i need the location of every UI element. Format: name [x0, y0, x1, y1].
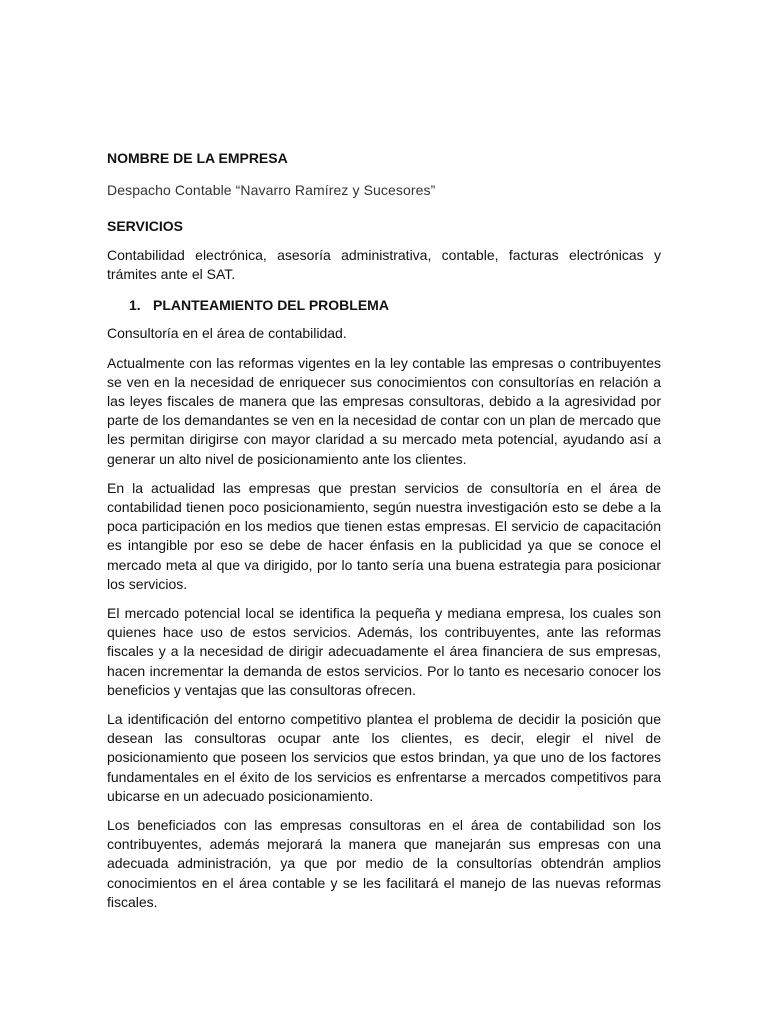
document-page: [107, 148, 661, 912]
section-number: 1.: [129, 297, 141, 314]
paragraph: Los beneficiados con las empresas consultoras en el área de contabilidad son los contribuyentes, además mejorará la manera que manejarán sus empresas con una adecuada administración, ya que por medio de la consultorías obtendrán amplios conocimientos en el área contable y se les facilitará el manejo de las nuevas reformas fiscales.: [107, 817, 661, 910]
paragraph: En la actualidad las empresas que prestan servicios de consultoría en el área de contabilidad tienen poco posicionamiento, según nuestra investigación esto se debe a la poca participación en los medios que tienen estas empresas. El servicio de capacitación es intangible por eso se debe de hacer énfasis en la publicidad ya que se conoce el mercado meta al que va dirigido, por lo tanto sería una buena estrategia para posicionar los servicios.: [107, 479, 661, 592]
company-name: Despacho Contable “Navarro Ramírez y Sucesores”: [107, 182, 436, 198]
paragraph: La identificación del entorno competitivo plantea el problema de decidir la posición que desean las consultoras ocupar ante los clientes, es decir, elegir el nivel de posicionamiento que poseen los servicios que estos brindan, ya que uno de los factores fundamentales en el éxito de los servicios es enfrentarse a mercados competitivos para ubicarse en un adecuado posicionamiento.: [107, 711, 661, 804]
section-title: PLANTEAMIENTO DEL PROBLEMA: [153, 297, 389, 314]
paragraph: El mercado potencial local se identifica la pequeña y mediana empresa, los cuales son quienes hace uso de estos servicios. Además, los contribuyentes, ante las reformas fiscales y a la necesidad de dirigir adecuadamente el área financiera de sus empresas, hacen incrementar la demanda de estos servicios. Por lo tanto es necesario conocer los beneficios y ventajas que las consultoras ofrecen.: [107, 605, 661, 698]
paragraph: Consultoría en el área de contabilidad.: [107, 325, 347, 342]
section-heading: [107, 295, 661, 315]
services-heading: SERVICIOS: [107, 218, 183, 234]
company-heading: NOMBRE DE LA EMPRESA: [107, 150, 288, 166]
paragraph: Actualmente con las reformas vigentes en la ley contable las empresas o contribuyentes se ven en la necesidad de enriquecer sus conocimientos con consultorías en relación a las leyes fiscales de manera que las empresas consultoras, debido a la agresividad por parte de los demandantes se ven en la necesidad de contar con un plan de mercado que les permitan dirigirse con mayor claridad a su mercado meta potencial, ayudando así a generar un alto nivel de posicionamiento ante los clientes.: [107, 354, 661, 467]
services-text: Contabilidad electrónica, asesoría administrativa, contable, facturas electrónicas y trámites ante el SAT.: [107, 247, 661, 283]
